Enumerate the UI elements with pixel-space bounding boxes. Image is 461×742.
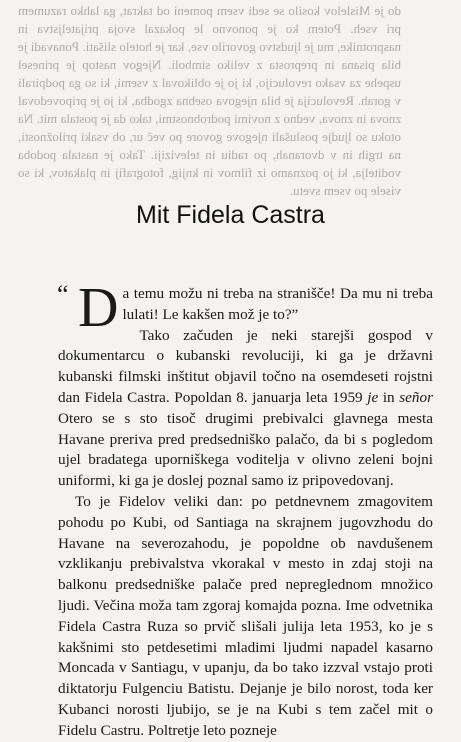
paragraph-2-text-a: Tako začuden je neki starejši gospod v dokumentarcu o kubanski revoluciji, ki ga je državni kubanski filmski inštitut objavil točno na osemdeseti rojstni dan Fidela Castra. Popoldan 8. januarja leta 1959 xyxy=(58,326,433,406)
paragraph-2-text-b: in xyxy=(378,388,400,406)
chapter-title: Mit Fidela Castra xyxy=(136,201,325,229)
paragraph-2-italic-je: je xyxy=(367,388,379,406)
opening-quote-mark: “ xyxy=(57,280,69,309)
body-text xyxy=(57,277,433,742)
opening-paragraph-text: a temu možu ni treba na stranišče! Da mu ni treba lulati! Le kakšen mož je to?” xyxy=(122,285,433,323)
bleed-through-text xyxy=(0,0,461,198)
paragraph-3: To je Fidelov veliki dan: po petdnevnem zmagovitem pohodu po Kubi, od Santiaga na skrajnem jugovzhodu do Havane na severozahodu, je popoldne ob navdušenem vzklikanju prebivalstva vkorakal v mesto in zdaj stoji na balkonu predsedniške palače pred nepreglednom množico ljudi. Večina moža tam zgoraj komajda pozna. Ime odvetnika Fidela Castra Ruza so prvič slišali julija leta 1953, ko je s kakšnimi sto petdesetimi mladimi ljudmi napadel kasarno Moncada v Santiagu, v upanju, da bo tako izzval vstajo proti diktatorju Fulgenciu Batistu. Dejanje je bilo norost, toda ker Kubanci norosti ljubijo, se je na Kubi s tem začel mit o Fidelu Castru. Poltretje leto pozneje xyxy=(58,492,433,739)
drop-cap: D xyxy=(78,277,119,339)
bleed-through-paragraph: do je Mislelov kosilo se sedi vsem pomeni od takrat, ga lahko razumem pri vseh. Potem ko je ponovno le pokazal svoja prijateljstva in nasprotnike, mu je ljudstvo govorilo vse, kar je hotelo slišati. Ponavadi je bila pisana in preprosta z veliko simboli. Njegov nastop je prinesel uspehe za vsako revolucijo, ki jo je oblikoval z vsemi, ki so ga podpirali v gorah. Revolucija je bila njegova osebna zgodba, ki jo je pripovedoval znova in znova, vedno z novimi podrobnostmi, tako da je postala mit. Na otoku so ljudje poslušali njegove govore po več ur, ob vsaki priložnosti, na trgih in v dvoranah, po radiu in televiziji. Tako je nastala podoba voditelja, ki jo poznamo iz filmov in knjig, fotografij in plakatov, ki so visele po vsem svetu. xyxy=(18,3,401,198)
paragraph-2 xyxy=(58,326,433,492)
paragraph-2-italic-senor: señor xyxy=(399,388,433,406)
opening-paragraph xyxy=(57,277,433,339)
paragraph-2-text-c: Otero se s sto tisoč drugimi prebivalci glavnega mesta Havane preriva pred predsedniško palačo, da bi s pogledom ujel bradatega uporniškega voditelja v olivno zeleni bojni uniformi, ki ga je doslej poznal samo iz pripovedovanj. xyxy=(58,409,433,490)
